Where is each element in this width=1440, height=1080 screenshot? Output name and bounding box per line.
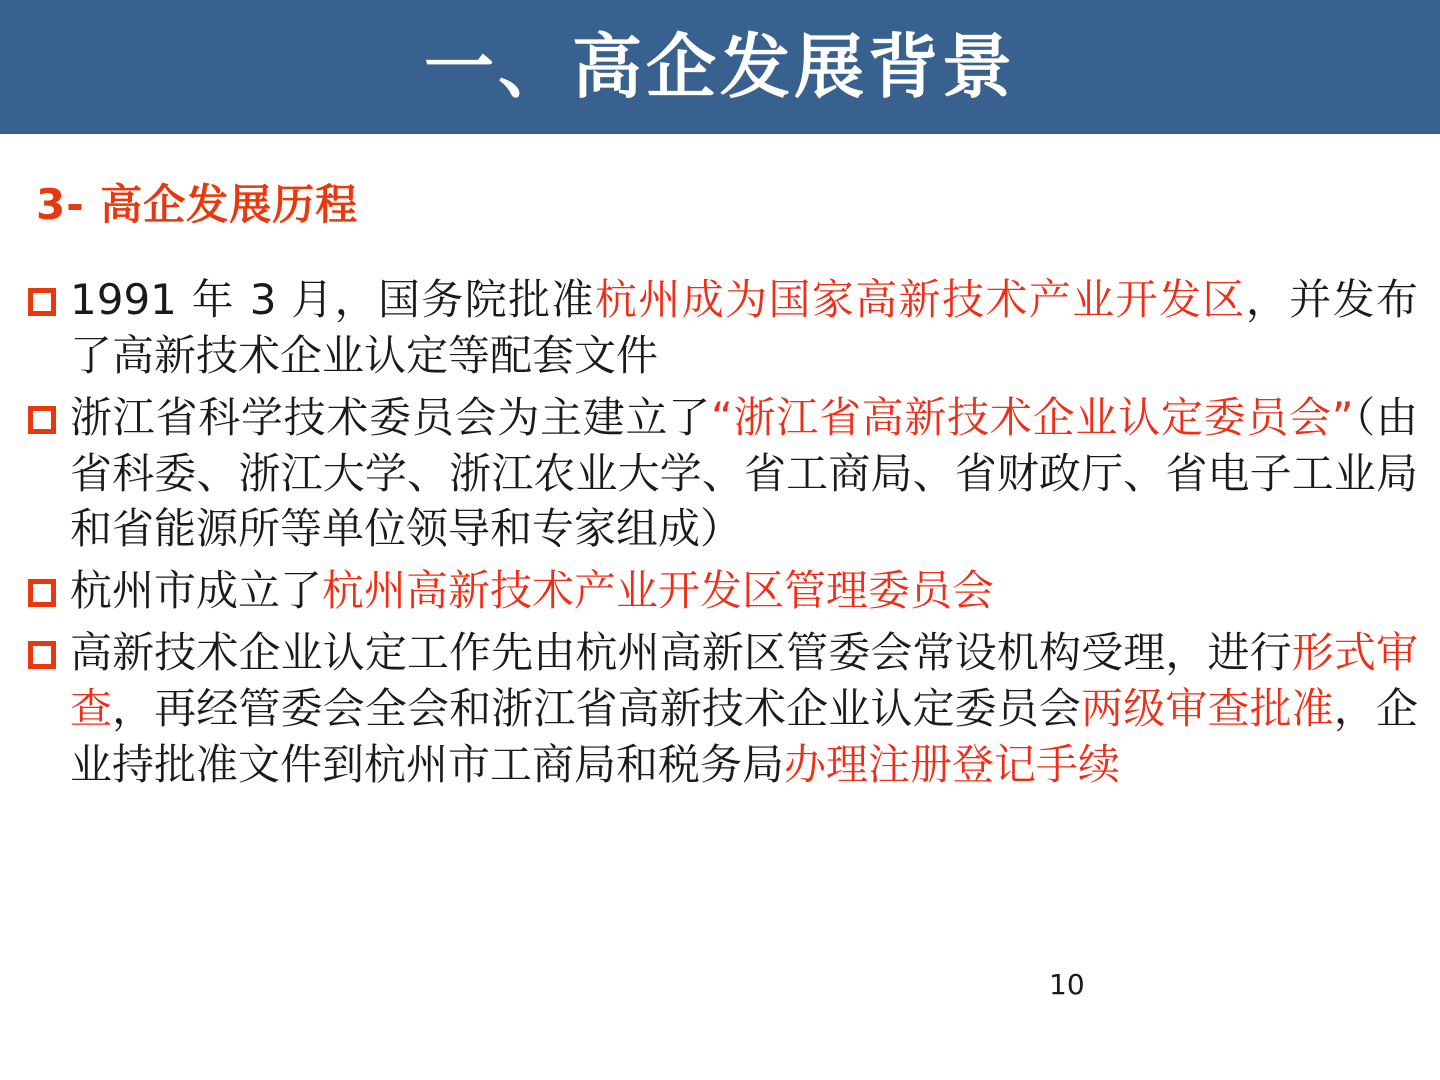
list-item-text [70,272,1418,384]
text-segment-highlight: 形式审查 [70,628,1418,734]
bullet-square-icon [28,579,56,607]
text-segment-highlight: 两级审查批准 [1081,684,1334,734]
text-segment-highlight: 杭州高新技术产业开发区管理委员会 [322,566,995,616]
list-item [28,625,1418,793]
list-item [28,390,1418,558]
text-segment: 杭州市成立了 [70,566,323,616]
page-number: 10 [1049,968,1085,1001]
bullet-square-icon [28,641,56,669]
bullet-square-icon [28,406,56,434]
text-segment: （由省科委、浙江大学、浙江农业大学、省工商局、省财政厅、省电子工业局和省能源所等单位领导和专家组成） [70,392,1418,554]
bullet-list [28,272,1418,799]
list-item [28,272,1418,384]
text-segment: 浙江省科学技术委员会为主建立了 [70,392,711,442]
text-segment: ，企业持批准文件到杭州市工商局和税务局 [70,684,1418,789]
text-segment-highlight: 杭州成为国家高新技术产业开发区 [594,275,1246,324]
list-item-text [70,563,1418,619]
title-bar [0,0,1440,138]
text-segment: 1991 年 3 月，国务院批准 [70,275,595,324]
list-item-text [70,390,1418,558]
text-segment: ，再经管委会全会和浙江省高新技术企业认定委员会 [112,684,1082,734]
list-item-text [70,625,1418,793]
text-segment-highlight: 办理注册登记手续 [784,739,1121,789]
bullet-square-icon [28,288,56,316]
section-subtitle: 3- 高企发展历程 [36,180,359,229]
title-bar-inner [0,0,1440,134]
text-segment-highlight: “浙江省高新技术企业认定委员会” [711,392,1354,442]
text-segment: ，并发布了高新技术企业认定等配套文件 [70,275,1418,380]
page-title: 一、高企发展背景 [424,26,1016,108]
list-item [28,563,1418,619]
text-segment: 高新技术企业认定工作先由杭州高新区管委会常设机构受理，进行 [70,628,1292,678]
